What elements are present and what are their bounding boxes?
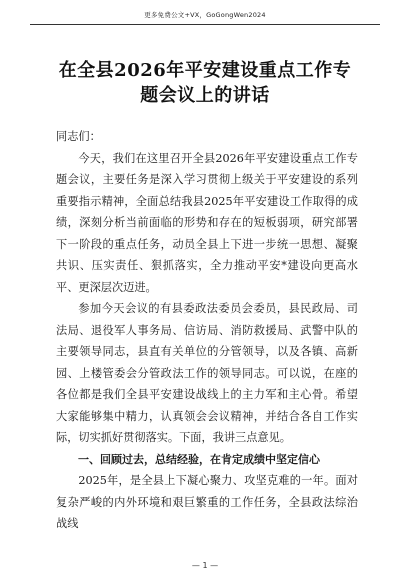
page-number: — 1 — (191, 561, 219, 570)
paragraph-2: 参加今天会议的有县委政法委员会委员，县民政局、司法局、退役军人事务局、信访局、消防救援局、武警中队的主要领导同志，县直有关单位的分管领导，以及各镇、高新园、上楼管委会分管政法工作的领导同志。可以说，在座的各位都是我们全县平安建设战线上的主力军和主心骨。希望大家能够集中精力，认真领会会议精神，并结合各自工作实际，切实抓好贯彻落实。下面，我讲三点意见。 (56, 302, 358, 444)
paragraph-3: 2025年，是全县上下凝心聚力、攻坚克难的一年。面对复杂严峻的内外环境和艰巨繁重的工作任务，全县政法综治战线 (56, 474, 358, 530)
section-heading-1: 一、回顾过去，总结经验，在肯定成绩中坚定信心 (78, 452, 320, 466)
document-body (56, 126, 358, 535)
salutation: 同志们： (56, 130, 101, 143)
header-note: 更多免费公文+VX，GoGongWen2024 (144, 11, 266, 19)
document-title: 在全县2026年平安建设重点工作专题会议上的讲话 (58, 60, 352, 106)
header-divider (30, 24, 380, 25)
paragraph-1: 今天，我们在这里召开全县2026年平安建设重点工作专题会议，主要任务是深入学习贯彻上级关于平安建设的系列重要指示精神，全面总结我县2025年平安建设工作取得的成绩，深刻分析当前面临的形势和存在的短板弱项，研究部署下一阶段的重点任务，动员全县上下进一步统一思想、凝聚共识、压实责任、狠抓落实，全力推动平安*建设向更高水平、更深层次迈进。 (56, 151, 358, 294)
